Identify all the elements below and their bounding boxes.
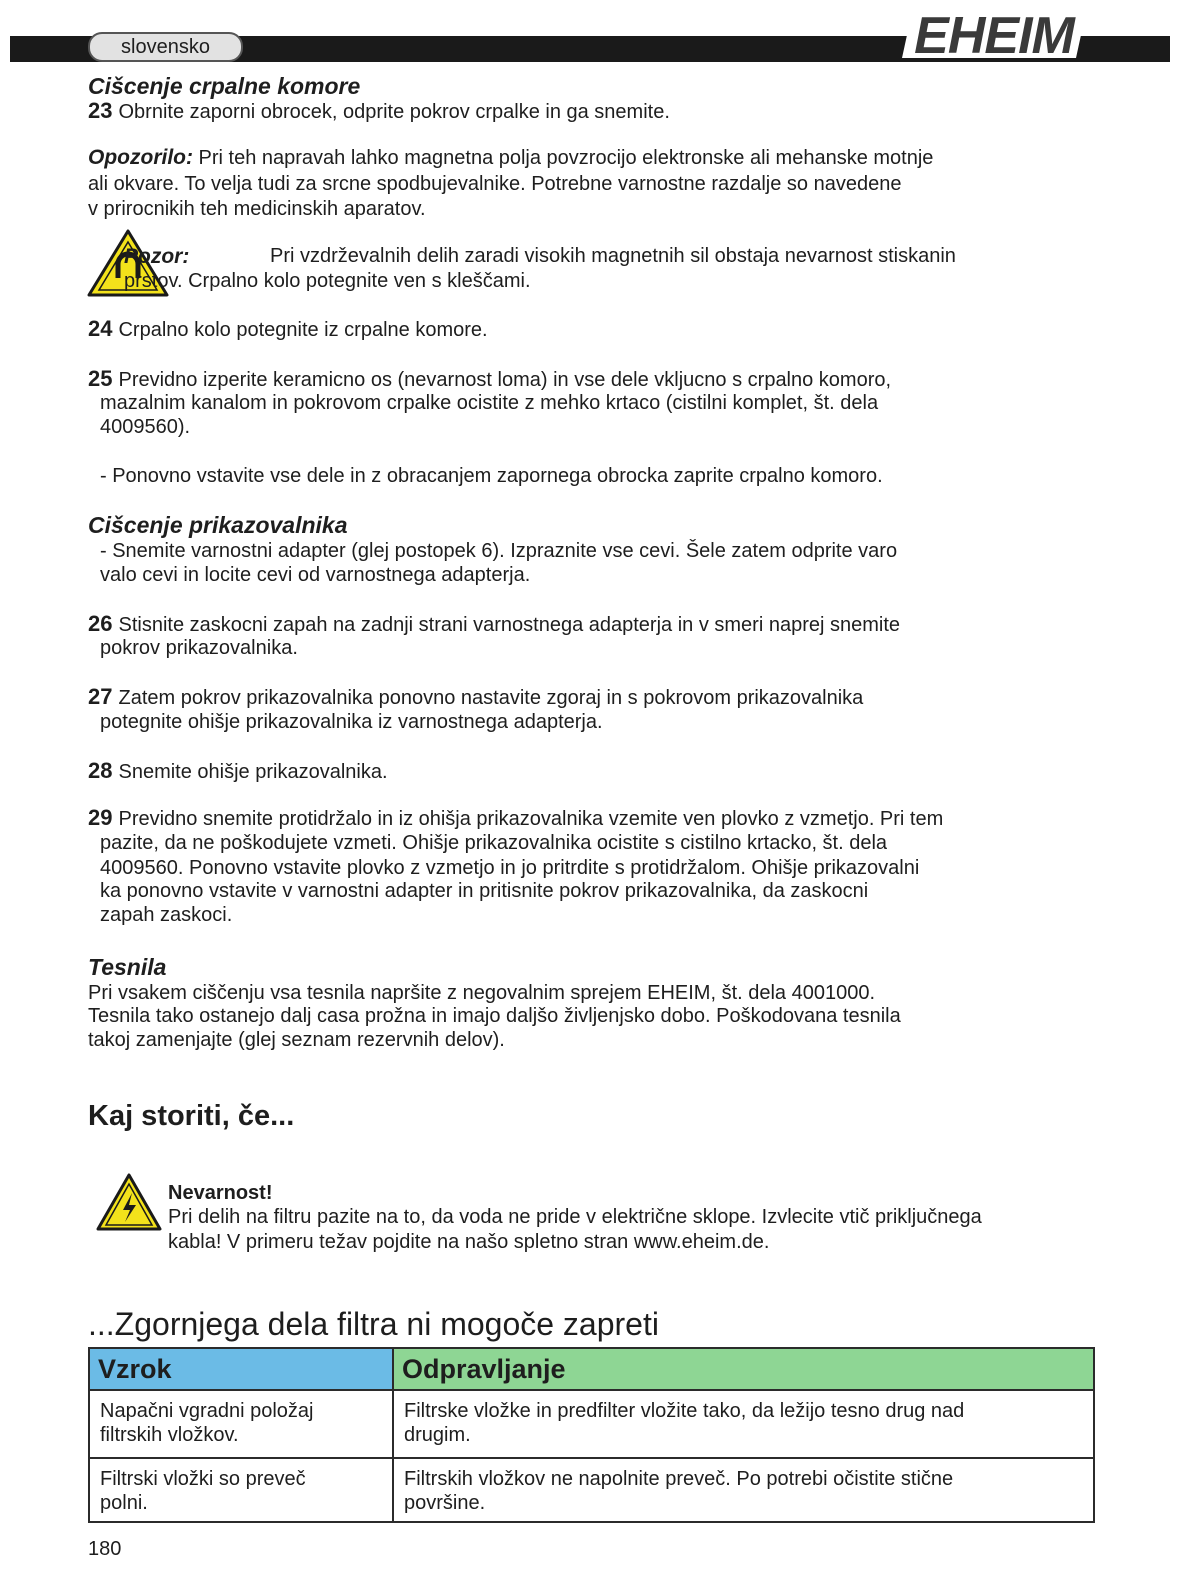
danger-text: Pri delih na filtru pazite na to, da voda ne pride v električne sklope. Izvlecite vtič priključnega	[168, 1206, 982, 1228]
paragraph-line: takoj zamenjajte (glej seznam rezervnih delov).	[88, 1029, 505, 1051]
step-text: Previdno snemite protidržalo in iz ohišja prikazovalnika vzemite ven plovko z vzmetjo. Pri tem	[118, 808, 944, 830]
step-text: Stisnite zaskocni zapah na zadnji strani varnostnega adapterja in v smeri naprej snemite	[118, 614, 901, 636]
step-number: 25	[88, 366, 113, 391]
step-28	[88, 759, 388, 784]
step-text: mazalnim kanalom in pokrovom crpalke ocistite z mehko krtaco (cistilni komplet, št. dela	[100, 392, 879, 414]
step-text: Obrnite zaporni obrocek, odprite pokrov crpalke in ga snemite.	[118, 101, 670, 123]
notice-line	[88, 146, 933, 170]
bullet-line: - Snemite varnostni adapter (glej postopek 6). Izpraznite vse cevi. Šele zatem odprite varo	[100, 540, 898, 562]
danger-text: kabla! V primeru težav pojdite na našo spletno stran www.eheim.de.	[168, 1231, 770, 1253]
notice-text: Pri teh napravah lahko magnetna polja povzrocijo elektronske ali mehanske motnje	[198, 147, 934, 169]
page-number: 180	[88, 1538, 122, 1560]
bullet-line: - Ponovno vstavite vse dele in z obracanjem zapornega obrocka zaprite crpalno komoro.	[100, 465, 883, 487]
opozorilo-label: Opozorilo:	[88, 146, 193, 169]
step-number: 29	[88, 805, 113, 830]
troubleshooting-table	[88, 1347, 1095, 1523]
electric-hazard-icon	[95, 1172, 163, 1232]
cause-cell: Filtrski vložki so preveč polni.	[89, 1458, 393, 1522]
table-row	[89, 1458, 1094, 1522]
column-header-remedy: Odpravljanje	[393, 1348, 1094, 1390]
step-26	[88, 612, 900, 637]
section-title-display-cleaning: Cišcenje prikazovalnika	[88, 512, 348, 538]
step-text: Previdno izperite keramicno os (nevarnost loma) in vse dele vkljucno s crpalno komoro,	[118, 369, 892, 391]
step-number: 26	[88, 611, 113, 636]
eheim-logo	[900, 8, 1088, 58]
step-29	[88, 806, 943, 831]
step-text: Zatem pokrov prikazovalnika ponovno nastavite zgoraj in s pokrovom prikazovalnika	[118, 687, 864, 709]
pozor-text: Pri vzdrževalnih delih zaradi visokih magnetnih sil obstaja nevarnost stiskanin	[270, 245, 956, 267]
section-title-seals: Tesnila	[88, 954, 167, 980]
paragraph-line: Pri vsakem ciščenju vsa tesnila napršite z negovalnim sprejem EHEIM, št. dela 4001000.	[88, 982, 876, 1004]
step-text: zapah zaskoci.	[100, 904, 233, 926]
bullet-line: valo cevi in locite cevi od varnostnega adapterja.	[100, 564, 531, 586]
step-number: 23	[88, 98, 113, 123]
paragraph-line: Tesnila tako ostanejo dalj casa prožna in imajo daljšo življenjsko dobo. Poškodovana tesnila	[88, 1005, 901, 1027]
step-number: 28	[88, 758, 113, 783]
language-tab: slovensko	[88, 32, 243, 62]
step-text: potegnite ohišje prikazovalnika iz varnostnega adapterja.	[100, 711, 603, 733]
step-text: 4009560. Ponovno vstavite plovko z vzmetjo in jo pritrdite s protidržalom. Ohišje prikazovalni	[100, 857, 920, 879]
step-24	[88, 317, 488, 342]
step-text: ka ponovno vstavite v varnostni adapter in pritisnite pokrov prikazovalnika, da zaskocni	[100, 880, 869, 902]
step-number: 27	[88, 684, 113, 709]
section-title-pump-chamber: Cišcenje crpalne komore	[88, 73, 361, 99]
cause-cell: Napačni vgradni položaj filtrskih vložkov.	[89, 1390, 393, 1458]
step-23	[88, 99, 670, 124]
step-text: pokrov prikazovalnika.	[100, 637, 298, 659]
section-title-troubleshooting: Kaj storiti, če...	[88, 1100, 295, 1132]
step-text: pazite, da ne poškodujete vzmeti. Ohišje prikazovalnika ocistite s cistilno krtacko, št. dela	[100, 832, 888, 854]
step-text: Snemite ohišje prikazovalnika.	[118, 761, 388, 783]
step-text: 4009560).	[100, 416, 191, 438]
step-27	[88, 685, 863, 710]
table-header-row	[89, 1348, 1094, 1390]
nevarnost-label: Nevarnost!	[168, 1182, 273, 1204]
step-number: 24	[88, 316, 113, 341]
remedy-cell: Filtrskih vložkov ne napolnite preveč. Po potrebi očistite stične površine.	[393, 1458, 1094, 1522]
notice-line: v prirocnikih teh medicinskih aparatov.	[88, 198, 426, 220]
svg-text:EHEIM: EHEIM	[914, 8, 1074, 58]
step-text: Crpalno kolo potegnite iz crpalne komore.	[118, 319, 488, 341]
step-25	[88, 367, 891, 392]
pozor-label: Pozor:	[124, 245, 190, 268]
column-header-cause: Vzrok	[89, 1348, 393, 1390]
notice-line: ali okvare. To velja tudi za srcne spodbujevalnike. Potrebne varnostne razdalje so navedene	[88, 173, 902, 195]
pozor-text: prstov. Crpalno kolo potegnite ven s kleščami.	[124, 270, 531, 292]
remedy-cell: Filtrske vložke in predfilter vložite tako, da ležijo tesno drug nad drugim.	[393, 1390, 1094, 1458]
section-title-cannot-close: ...Zgornjega dela filtra ni mogoče zapreti	[88, 1306, 659, 1342]
table-row	[89, 1390, 1094, 1458]
